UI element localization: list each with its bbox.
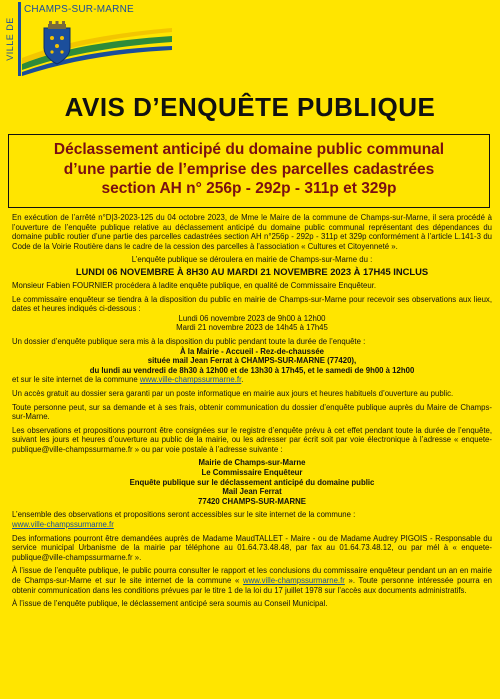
address-line-3: Enquête publique sur le déclassement anticipé du domaine public bbox=[129, 477, 375, 487]
paragraph-acces-gratuit: Un accès gratuit au dossier sera garanti par un poste informatique en mairie aux jours et heures habituels d’ouverture au public. bbox=[12, 388, 454, 398]
address-line-5: 77420 CHAMPS-SUR-MARNE bbox=[198, 496, 306, 506]
paragraph-dossier: Un dossier d’enquête publique sera mis à la disposition du public pendant toute la durée de l’enquête : bbox=[12, 336, 366, 346]
paragraph-communication: Toute personne peut, sur sa demande et à ses frais, obtenir communication du dossier d’enquête publique auprès du Maire de Champs-sur-Marne. bbox=[12, 402, 492, 422]
paragraph-arrete: En exécution de l’arrêté n°D|3-2023-125 du 04 octobre 2023, de Mme le Maire de la commune de Champs-sur-Marne, il sera procédé à l’ouverture de l’enquête publique relative au déclassement anticipé du domaine public communal représentant des dépendances du domaine public routier d’une partie des parcelles cadastrées section AH n°256p - 292p - 311p et 329p conformément à l’article L.141-3 du Code de la Voirie Routière dans le cadre de la cession des parcelles à l’association « Cultures et Citoyenneté ». bbox=[12, 213, 492, 251]
website-link-3[interactable]: www.ville-champssurmarne.fr bbox=[243, 576, 345, 585]
address-line-4: Mail Jean Ferrat bbox=[222, 487, 282, 497]
subject-line-1: Déclassement anticipé du domaine public communal bbox=[53, 141, 445, 158]
town-crest-icon bbox=[22, 18, 172, 80]
paragraph-location-intro: L’enquête publique se déroulera en mairie de Champs-sur-Marne du : bbox=[131, 255, 373, 265]
page-title: AVIS D’ENQUÊTE PUBLIQUE bbox=[64, 92, 436, 122]
address-line-2: Le Commissaire Enquêteur bbox=[201, 468, 303, 478]
website-link[interactable]: www.ville-champssurmarne.fr bbox=[139, 375, 242, 385]
vertical-label: VILLE DE bbox=[5, 17, 15, 61]
paragraph-rapport: À l’issue de l’enquête publique, le public pourra consulter le rapport et les conclusions du commissaire enquêteur pendant un an en mairie de Champs-sur-Marne et sur le site internet de la commune « www.ville-champssurmarne.fr ». Toute personne intéressée pourra en obtenir communication dans les conditions prévues par le titre 1 de la loi du 17 juillet 1978 sur l’accès aux documents administratifs. bbox=[12, 566, 492, 595]
town-name: CHAMPS-SUR-MARNE bbox=[24, 4, 134, 15]
permanence-date-1: Lundi 06 novembre 2023 de 9h00 à 12h00 bbox=[178, 313, 326, 323]
paragraph-permanences: Le commissaire enquêteur se tiendra à la disposition du public en mairie de Champs-sur-Marne pour recevoir ses observations aux lieux, dates et heures indiqués ci-dessous : bbox=[12, 294, 492, 314]
logo-bar bbox=[18, 2, 21, 76]
dossier-location-1: À la Mairie - Accueil - Rez-de-chaussée bbox=[179, 346, 324, 356]
subject-line-3: section AH n° 256p - 292p - 311p et 329p bbox=[101, 180, 397, 197]
paragraph-accessibles: L’ensemble des observations et propositions seront accessibles sur le site internet de la commune : bbox=[12, 510, 356, 520]
paragraph-website: et sur le site internet de la commune www.ville-champssurmarne.fr. bbox=[12, 375, 244, 385]
paragraph-conseil: À l’issue de l’enquête publique, le déclassement anticipé sera soumis au Conseil Municipal. bbox=[12, 599, 328, 609]
dossier-location-3: du lundi au vendredi de 8h30 à 12h00 et de 13h30 à 17h45, et le samedi de 9h00 à 12h00 bbox=[89, 365, 415, 375]
paragraph-observations: Les observations et propositions pourront être consignées sur le registre d’enquête prévu à cet effet pendant toute la durée de l’enquête, suivant les jours et heures d’ouverture au public de la mairie, ou les adresser par écrit soit par voie électronique à l’adresse « enquete-publique@ville-champssurmarne.fr » ou par voie postale à l’adresse suivante : bbox=[12, 425, 492, 454]
address-line-1: Mairie de Champs-sur-Marne bbox=[198, 458, 306, 468]
paragraph-commissaire: Monsieur Fabien FOURNIER procédera à ladite enquête publique, en qualité de Commissaire Enquêteur. bbox=[12, 280, 377, 290]
paragraph-accessibles-link bbox=[12, 520, 492, 530]
website-link-2[interactable]: www.ville-champssurmarne.fr bbox=[12, 520, 114, 530]
header bbox=[0, 0, 500, 85]
paragraph-informations: Des informations pourront être demandées auprès de Madame MaudTALLET - Maire - ou de Madame Audrey PIGOIS - Responsable du service municipal Urbanisme de la mairie par téléphone au 01.64.73.48.48, par fax au 01.64.73.48.12, ou par mél à « enquete-publique@ville-champssurmarne.fr ». bbox=[12, 533, 492, 562]
permanence-date-2: Mardi 21 novembre 2023 de 14h45 à 17h45 bbox=[176, 323, 328, 333]
notice-body bbox=[12, 213, 492, 613]
subject-box bbox=[8, 134, 490, 208]
subject-line-2: d’une partie de l’emprise des parcelles cadastrées bbox=[63, 160, 435, 178]
enquiry-dates: LUNDI 06 NOVEMBRE À 8H30 AU MARDI 21 NOVEMBRE 2023 À 17H45 INCLUS bbox=[75, 265, 429, 277]
dossier-location-2: située mail Jean Ferrat à CHAMPS-SUR-MARNE (77420), bbox=[147, 356, 357, 366]
